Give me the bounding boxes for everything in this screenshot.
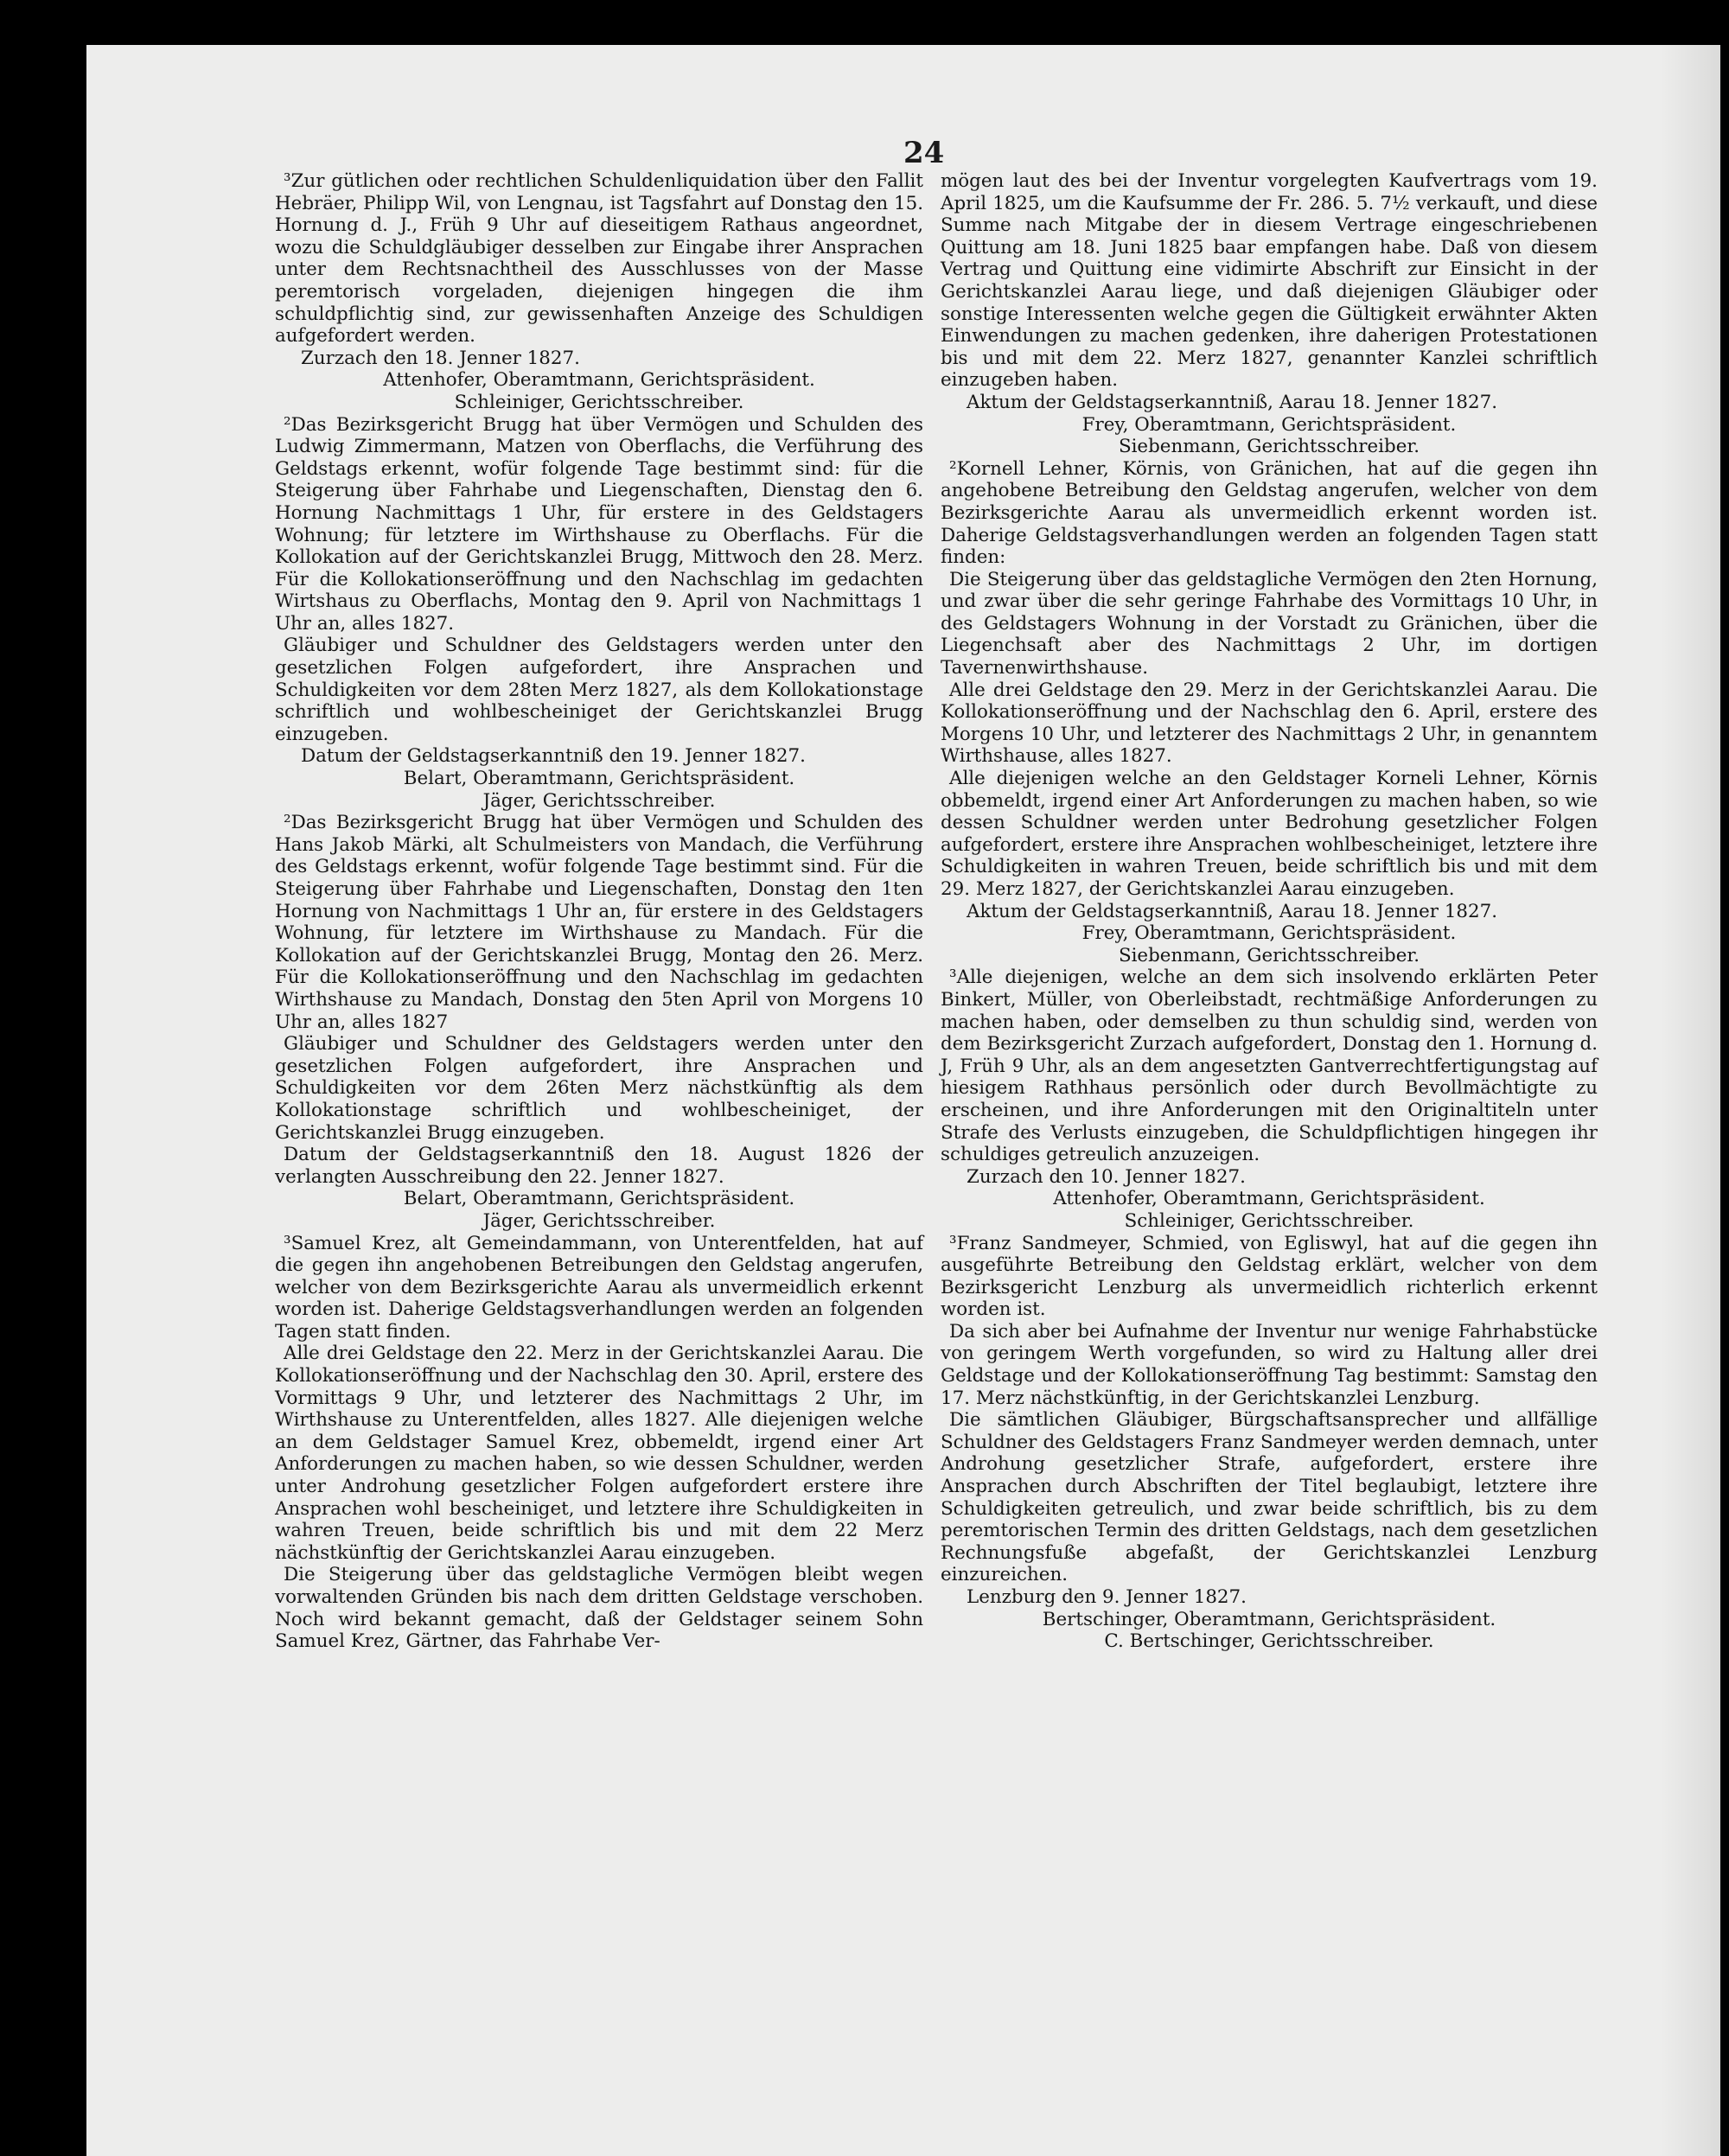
notice-signature: Attenhofer, Oberamtmann, Gerichtspräsident. bbox=[383, 369, 815, 392]
notice-paragraph: Die sämtlichen Gläubiger, Bürgschaftsansprecher und allfällige Schuldner des Geldstagers Franz Sandmeyer werden demnach, unter Androhung gesetzlicher Strafe, aufgefordert, erstere ihre Ansprachen durch Abschriften der Titel beglaubigt, letztere ihre Schuldigkeiten getreulich, und zwar beide schriftlich, bis zu dem peremtorischen Termin des dritten Geldstags, nach dem gesetzlichen Rechnungsfuße abgefaßt, der Gerichtskanzlei Lenzburg einzureichen. bbox=[941, 1409, 1598, 1586]
notice-signature: Siebenmann, Gerichtsschreiber. bbox=[1118, 436, 1420, 458]
left-column bbox=[275, 170, 923, 1653]
notice-dateline: Aktum der Geldstagserkanntniß, Aarau 18. Jenner 1827. bbox=[967, 391, 1498, 413]
notice-paragraph: Die Steigerung über das geldstagliche Vermögen bleibt wegen vorwaltenden Gründen bis nach dem dritten Geldstage verschoben. Noch wird bekannt gemacht, daß der Geldstager seinem Sohn Samuel Krez, Gärtner, das Fahrhabe Ver- bbox=[275, 1564, 923, 1653]
notice-signature: Bertschinger, Oberamtmann, Gerichtspräsident. bbox=[1042, 1608, 1496, 1630]
notice-paragraph: Alle drei Geldstage den 29. Merz in der Gerichtskanzlei Aarau. Die Kollokationseröffnung und der Nachschlag den 6. April, erstere des Morgens 10 Uhr, und letzterer des Nachmittags 2 Uhr, in genanntem Wirthshause, alles 1827. bbox=[941, 679, 1598, 768]
notice-paragraph: ²Kornell Lehner, Körnis, von Gränichen, hat auf die gegen ihn angehobene Betreibung den Geldstag angerufen, welcher von dem Bezirksgerichte Aarau als unvermeidlich erkennt worden ist. Daherige Geldstagsverhandlungen werden an folgenden Tagen statt finden: bbox=[941, 457, 1598, 569]
notice-signature: Siebenmann, Gerichtsschreiber. bbox=[1118, 944, 1420, 966]
notice-dateline: Zurzach den 10. Jenner 1827. bbox=[967, 1165, 1246, 1188]
notice-paragraph: Alle diejenigen welche an den Geldstager Korneli Lehner, Körnis obbemeldt, irgend einer Art Anforderungen zu machen haben, so wie dessen Schuldner werden unter Bedrohung gesetzlicher Folgen aufgefordert, erstere ihre Ansprachen wohlbescheiniget, letztere ihre Schuldigkeiten in wahren Treuen, beide schriftlich bis und mit dem 29. Merz 1827, der Gerichtskanzlei Aarau einzugeben. bbox=[941, 768, 1598, 900]
page-number: 24 bbox=[903, 136, 945, 170]
notice-paragraph: ³Alle diejenigen, welche an dem sich insolvendo erklärten Peter Binkert, Müller, von Oberleibstadt, rechtmäßige Anforderungen zu machen haben, oder demselben zu thun schuldig sind, werden von dem Bezirksgericht Zurzach aufgefordert, Donstag den 1. Hornung d. J, Früh 9 Uhr, als an dem angesetzten Gantverrechtfertigungstag auf hiesigem Rathhaus persönlich oder durch Bevollmächtigte zu erscheinen, und ihre Anforderungen mit den Originaltiteln unter Strafe des Verlusts einzugeben, die Schuldpflichtigen hingegen ihr schuldiges getreulich anzuzeigen. bbox=[941, 966, 1598, 1166]
notice-signature: Jäger, Gerichtsschreiber. bbox=[482, 1209, 716, 1232]
notice-dateline: Zurzach den 18. Jenner 1827. bbox=[301, 347, 580, 369]
notice-signature: Schleiniger, Gerichtsschreiber. bbox=[1124, 1209, 1414, 1232]
notice-paragraph: Da sich aber bei Aufnahme der Inventur nur wenige Fahrhabstücke von geringem Werth vorgefunden, so wird zu Haltung aller drei Geldstage und der Kollokationseröffnung Tag bestimmt: Samstag den 17. Merz nächstkünftig, in der Gerichtskanzlei Lenzburg. bbox=[941, 1320, 1598, 1409]
notice-signature: Schleiniger, Gerichtsschreiber. bbox=[454, 391, 744, 413]
notice-signature: Belart, Oberamtmann, Gerichtspräsident. bbox=[403, 768, 795, 790]
notice-paragraph: Alle drei Geldstage den 22. Merz in der Gerichtskanzlei Aarau. Die Kollokationseröffnung und der Nachschlag den 30. April, erstere des Vormittags 9 Uhr, und letzterer des Nachmittags 2 Uhr, im Wirthshause zu Unterentfelden, alles 1827. Alle diejenigen welche an dem Geldstager Samuel Krez, obbemeldt, irgend einer Art Anforderungen zu machen haben, so wie dessen Schuldner, werden unter Androhung gesetzlicher Folgen aufgefordert erstere ihre Ansprachen wohl bescheiniget, und letztere ihre Schuldigkeiten in wahren Treuen, beide schriftlich bis und mit dem 22 Merz nächstkünftig der Gerichtskanzlei Aarau einzugeben. bbox=[275, 1343, 923, 1564]
notice-signature: Belart, Oberamtmann, Gerichtspräsident. bbox=[403, 1188, 795, 1210]
notice-paragraph: Datum der Geldstagserkanntniß den 18. August 1826 der verlangten Ausschreibung den 22. Jenner 1827. bbox=[275, 1144, 923, 1188]
notice-paragraph: Die Steigerung über das geldstagliche Vermögen den 2ten Hornung, und zwar über die sehr geringe Fahrhabe des Vormittags 10 Uhr, in des Geldstagers Wohnung in der Vorstadt zu Gränichen, über die Liegenchsaft aber des Nachmittags 2 Uhr, im dortigen Tavernenwirthshause. bbox=[941, 568, 1598, 679]
notice-signature: Frey, Oberamtmann, Gerichtspräsident. bbox=[1081, 413, 1457, 436]
notice-dateline: Aktum der Geldstagserkanntniß, Aarau 18. Jenner 1827. bbox=[967, 900, 1498, 922]
notice-paragraph: Gläubiger und Schuldner des Geldstagers werden unter den gesetzlichen Folgen aufgefordert, ihre Ansprachen und Schuldigkeiten vor dem 28ten Merz 1827, als dem Kollokationstage schriftlich und wohlbescheiniget der Gerichtskanzlei Brugg einzugeben. bbox=[275, 635, 923, 745]
notice-paragraph: Gläubiger und Schuldner des Geldstagers werden unter den gesetzlichen Folgen aufgefordert, ihre Ansprachen und Schuldigkeiten vor dem 26ten Merz nächstkünftig als dem Kollokationstage schriftlich und wohlbescheiniget, der Gerichtskanzlei Brugg einzugeben. bbox=[275, 1033, 923, 1144]
page-edge-shadow bbox=[1660, 45, 1720, 2156]
notice-signature: C. Bertschinger, Gerichtsschreiber. bbox=[1104, 1630, 1434, 1653]
notice-signature: Frey, Oberamtmann, Gerichtspräsident. bbox=[1081, 922, 1457, 945]
notice-paragraph: ³Zur gütlichen oder rechtlichen Schuldenliquidation über den Fallit Hebräer, Philipp Wil, von Lengnau, ist Tagsfahrt auf Donstag den 15. Hornung d. J., Früh 9 Uhr auf dieseitigem Rathaus angeordnet, wozu die Schuldgläubiger desselben zur Eingabe ihrer Ansprachen unter dem Rechtsnachtheil des Ausschlusses von der Masse peremtorisch vorgeladen, diejenigen hingegen die ihm schuldpflichtig sind, zur gewissenhaften Anzeige des Schuldigen aufgefordert werden. bbox=[275, 170, 923, 348]
notice-paragraph: ²Das Bezirksgericht Brugg hat über Vermögen und Schulden des Ludwig Zimmermann, Matzen von Oberflachs, die Verführung des Geldstags erkennt, wofür folgende Tage bestimmt sind: für die Steigerung über Fahrhabe und Liegenschaften, Dienstag den 6. Hornung Nachmittags 1 Uhr, für erstere in des Geldstagers Wohnung; für letztere im Wirthshause zu Oberflachs. Für die Kollokation auf der Gerichtskanzlei Brugg, Mittwoch den 28. Merz. Für die Kollokationseröffnung und den Nachschlag im gedachten Wirtshaus zu Oberflachs, Montag den 9. April von Nachmittags 1 Uhr an, alles 1827. bbox=[275, 413, 923, 635]
notice-paragraph: mögen laut des bei der Inventur vorgelegten Kaufvertrags vom 19. April 1825, um die Kaufsumme der Fr. 286. 5. 7½ verkauft, und diese Summe nach Mitgabe der in diesem Vertrage eingeschriebenen Quittung am 18. Juni 1825 baar empfangen habe. Daß von diesem Vertrag und Quittung eine vidimirte Abschrift zur Einsicht in der Gerichtskanzlei Aarau liege, und daß diejenigen Gläubiger oder sonstige Interessenten welche gegen die Gültigkeit erwähnter Akten Einwendungen zu machen gedenken, ihre daherigen Protestationen bis und mit dem 22. Merz 1827, genannter Kanzlei schriftlich einzugeben haben. bbox=[941, 170, 1598, 392]
notice-paragraph: ³Samuel Krez, alt Gemeindammann, von Unterentfelden, hat auf die gegen ihn angehobenen Betreibungen den Geldstag angerufen, welcher von dem Bezirksgerichte Aarau als unvermeidlich erkennt worden ist. Daherige Geldstagsverhandlungen werden an folgenden Tagen statt finden. bbox=[275, 1232, 923, 1343]
notice-dateline: Datum der Geldstagserkanntniß den 19. Jenner 1827. bbox=[301, 745, 806, 768]
notice-signature: Attenhofer, Oberamtmann, Gerichtspräsident. bbox=[1053, 1188, 1485, 1210]
notice-signature: Jäger, Gerichtsschreiber. bbox=[482, 789, 716, 812]
right-column bbox=[941, 170, 1598, 1653]
notice-paragraph: ³Franz Sandmeyer, Schmied, von Egliswyl, hat auf die gegen ihn ausgeführte Betreibung den Geldstag erklärt, welcher von dem Bezirksgericht Lenzburg als unvermeidlich richterlich erkennt worden ist. bbox=[941, 1232, 1598, 1321]
notice-paragraph: ²Das Bezirksgericht Brugg hat über Vermögen und Schulden des Hans Jakob Märki, alt Schulmeisters von Mandach, die Verführung des Geldstags erkennt, wofür folgende Tage bestimmt sind. Für die Steigerung über Fahrhabe und Liegenschaften, Donstag den 1ten Hornung von Nachmittags 1 Uhr an, für erstere in des Geldstagers Wohnung, für letztere im Wirthshause zu Mandach. Für die Kollokation auf der Gerichtskanzlei Brugg, Montag den 26. Merz. Für die Kollokationseröffnung und den Nachschlag im gedachten Wirthshause zu Mandach, Donstag den 5ten April von Morgens 10 Uhr an, alles 1827 bbox=[275, 812, 923, 1033]
newspaper-page bbox=[86, 45, 1720, 2156]
notice-dateline: Lenzburg den 9. Jenner 1827. bbox=[967, 1586, 1247, 1608]
